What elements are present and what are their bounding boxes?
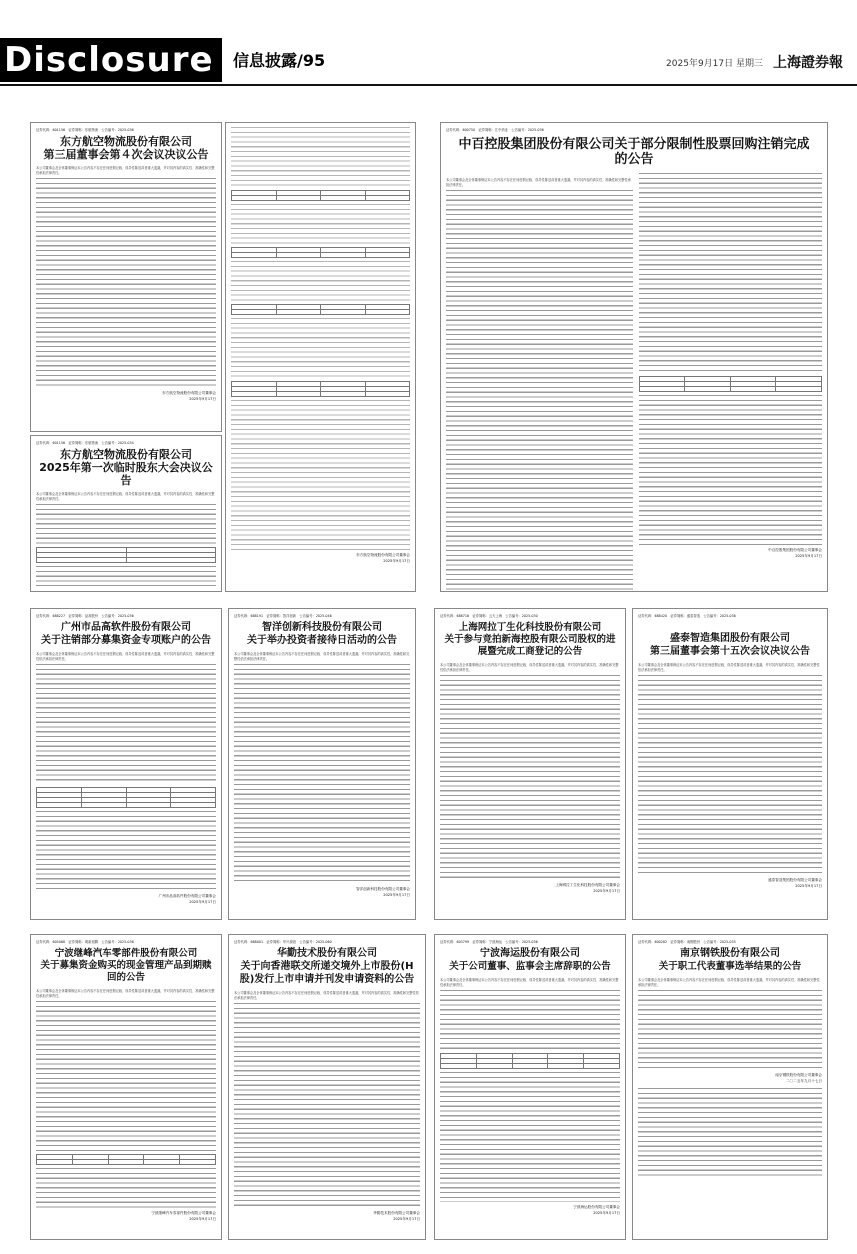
notice-body	[36, 811, 216, 891]
notice-title: 关于举办投资者接待日活动的公告	[247, 635, 397, 646]
vote-table	[231, 190, 410, 201]
share-change-table	[639, 376, 822, 392]
notice-signature: 东方航空物流股份有限公司董事会	[162, 391, 216, 395]
notice-title: 第三届董事会第十五次会议决议公告	[650, 646, 810, 657]
notice-statement: 本公司董事会及全体董事保证本公告内容不存在任何虚假记载、误导性陈述或者重大遗漏，并对其内容的真实性、准确性和完整性承担法律责任。	[36, 166, 215, 175]
notice-body	[36, 1001, 216, 1151]
notice-code: 证券代码：603799 证券简称：宁波海运 公告编号：2025-036	[440, 940, 538, 944]
notice-body	[440, 990, 620, 1050]
notice-company: 东方航空物流股份有限公司	[60, 135, 192, 148]
notice-body	[440, 675, 620, 880]
notice-code: 证券代码：600282 证券简称：南钢股份 公告编号：2025-035	[638, 940, 736, 944]
notice-2	[30, 435, 222, 592]
issue-date: 2025年9月17日 星期三	[666, 58, 763, 69]
notice-title: 关于参与竞拍新海控股有限公司股权的进展暨完成工商登记的公告	[444, 634, 616, 657]
section-logo: Disclosure	[0, 38, 222, 82]
notice-statement: 本公司董事会及全体董事保证本公告内容不存在任何虚假记载、误导性陈述或者重大遗漏，并对其内容的真实性、准确性和完整性依法承担法律责任。	[440, 663, 619, 672]
notice-body	[639, 395, 822, 545]
redemption-table	[36, 1154, 216, 1165]
disclosure-page	[30, 122, 828, 1240]
notice-statement: 本公司董事会及全体董事保证本公告内容不存在任何虚假记载、误导性陈述或者重大遗漏，并对其内容的真实性、准确性和完整性依法承担法律责任。	[234, 652, 410, 661]
notice-body	[36, 566, 216, 586]
notice-body	[446, 190, 633, 590]
notice-date: 2025年9月17日	[393, 1217, 420, 1221]
notice-body	[440, 1072, 620, 1202]
notice-body	[36, 504, 216, 544]
account-table	[36, 787, 216, 808]
notice-code: 证券代码：600750 证券简称：江中药业 公告编号：2025-036	[446, 128, 544, 132]
notice-title: 2025年第一次临时股东大会决议公告	[39, 461, 213, 487]
notice-body	[231, 261, 410, 301]
notice-code: 证券代码：601156 证券简称：东航物流 公告编号：2025-034	[36, 441, 134, 445]
notice-code: 证券代码：688191 证券简称：智洋创新 公告编号：2025-046	[234, 614, 332, 618]
notice-company: 南京钢铁股份有限公司	[680, 948, 780, 959]
notice-company: 广州市品高软件股份有限公司	[61, 622, 191, 633]
notice-company: 东方航空物流股份有限公司	[60, 448, 192, 461]
notice-body	[638, 675, 822, 875]
notice-code: 证券代码：688001 证券简称：华兴源创 公告编号：2025-060	[234, 940, 332, 944]
notice-signature: 上海网拉丁生化科技股份有限公司董事会	[555, 883, 620, 887]
notice-signature: 广州市品高软件股份有限公司董事会	[158, 894, 216, 898]
notice-body	[36, 1168, 216, 1208]
newspaper-brand: 上海證券報	[773, 55, 843, 71]
notice-1-continuation	[225, 122, 416, 592]
notice-date: 2025年9月17日	[189, 900, 216, 904]
notice-title: 中百控股集团股份有限公司关于部分限制性股票回购注销完成的公告	[458, 137, 810, 167]
notice-5	[228, 608, 416, 920]
notice-date: 2025年9月17日	[383, 893, 410, 897]
masthead-info	[666, 52, 843, 72]
notice-body	[639, 173, 822, 373]
notice-statement: 本公司董事会及全体董事保证本公告内容不存在任何虚假记载、误导性陈述或者重大遗漏，并对其内容的真实性、准确性和完整性承担法律责任。	[36, 989, 215, 998]
notice-company: 智洋创新科技股份有限公司	[262, 622, 382, 633]
notice-company: 上海网拉丁生化科技股份有限公司	[458, 622, 602, 633]
notice-9	[228, 934, 426, 1240]
notice-body	[36, 178, 216, 388]
masthead	[0, 0, 857, 108]
notice-body	[36, 664, 216, 784]
notice-body	[234, 664, 410, 884]
vote-table	[231, 304, 410, 315]
notice-signature: 华勤技术股份有限公司董事会	[373, 1211, 420, 1215]
notice-signature: 中百控股集团股份有限公司董事会	[768, 548, 822, 552]
notice-11	[632, 934, 828, 1240]
vote-table	[231, 247, 410, 258]
notice-body	[231, 127, 410, 187]
notice-statement: 本公司董事会及全体董事保证本公告内容不存在任何虚假记载、误导性陈述或者重大遗漏，并对其内容的真实性、准确性和完整性承担法律责任。	[638, 978, 820, 987]
notice-title: 第三届董事会第４次会议决议公告	[43, 148, 209, 161]
section-title: 信息披露/95	[233, 51, 326, 70]
notice-columns	[446, 173, 822, 590]
notice-date: 2025年9月17日	[795, 884, 822, 888]
notice-statement: 本公司董事会及全体董事保证本公告内容不存在任何虚假记载、误导性陈述或者重大遗漏，并对其内容的真实性、准确性和完整性承担法律责任。	[440, 978, 619, 987]
notice-6	[434, 608, 626, 920]
notice-code: 证券代码：688420 证券简称：盛泰智造 公告编号：2025-036	[638, 614, 736, 618]
attendance-table	[36, 547, 216, 563]
notice-title: 关于公司董事、监事会主席辞职的公告	[449, 961, 611, 972]
notice-code: 证券代码：688227 证券简称：品高股份 公告编号：2025-036	[36, 614, 134, 618]
notice-7	[632, 608, 828, 920]
notice-column-right	[639, 173, 822, 590]
notice-signature: 盛泰智造集团股份有限公司董事会	[768, 878, 822, 882]
notice-body	[231, 318, 410, 378]
notice-company: 盛泰智造集团股份有限公司	[670, 633, 790, 644]
notice-company: 宁波海运股份有限公司	[480, 948, 580, 959]
notice-signature: 东方航空物流股份有限公司董事会	[356, 553, 410, 557]
notice-statement: 本公司董事会及全体董事保证本公告内容不存在任何虚假记载、误导性陈述或者重大遗漏，并对其内容的真实性、准确性和完整性依法承担法律责任。	[36, 652, 215, 661]
notice-8	[30, 934, 222, 1240]
notice-column-left	[446, 173, 633, 590]
notice-signature: 宁波海运股份有限公司董事会	[573, 1205, 620, 1209]
notice-date: 2025年9月17日	[593, 889, 620, 893]
notice-signature: 智洋创新科技股份有限公司董事会	[356, 887, 410, 891]
notice-10	[434, 934, 626, 1240]
notice-statement: 本公司董事会及全体董事保证本公告内容不存在任何虚假记载、误导性陈述或者重大遗漏，并对其内容的真实性、准确性和完整性依法承担法律责任。	[234, 991, 419, 1000]
notice-date: 2025年9月17日	[795, 554, 822, 558]
notice-body	[638, 990, 822, 1070]
notice-date: 2025年9月17日	[189, 397, 216, 401]
notice-code: 证券代码：601156 证券简称：东航物流 公告编号：2025-036	[36, 128, 134, 132]
notice-body	[231, 400, 410, 550]
notice-statement: 本公司董事会及全体董事保证本公告内容不存在任何虚假记载、误导性陈述或者重大遗漏，并对其内容的真实性、准确性和完整性承担法律责任。	[36, 492, 215, 501]
notice-signature: 南京钢铁股份有限公司董事会	[775, 1073, 822, 1077]
notice-statement: 本公司董事会及全体董事保证本公告内容不存在任何虚假记载、误导性陈述或者重大遗漏，并对其内容的真实性、准确性和完整性承担法律责任。	[446, 178, 631, 187]
notice-body	[231, 204, 410, 244]
masthead-rule	[0, 84, 857, 86]
notice-title: 关于注销部分募集资金专项账户的公告	[41, 635, 211, 646]
notice-body	[234, 1003, 420, 1208]
notice-1	[30, 122, 222, 432]
notice-company: 华勤技术股份有限公司	[277, 948, 377, 959]
notice-title: 关于职工代表董事选举结果的公告	[658, 961, 802, 972]
notice-3	[440, 122, 828, 592]
notice-title: 关于募集资金购买的现金管理产品到期赎回的公告	[40, 960, 212, 983]
notice-code: 证券代码：605068 证券简称：明新旭腾 公告编号：2025-036	[36, 940, 134, 944]
notice-attachment-body	[638, 1088, 822, 1178]
notice-date: 二〇二五年九月十七日	[786, 1079, 822, 1083]
notice-signature: 宁波继峰汽车零部件股份有限公司董事会	[151, 1211, 216, 1215]
shareholding-table	[440, 1053, 620, 1069]
vote-table	[231, 381, 410, 397]
notice-date: 2025年9月17日	[593, 1211, 620, 1215]
notice-4	[30, 608, 222, 920]
notice-date: 2025年9月17日	[383, 559, 410, 563]
notice-title: 关于向香港联交所递交境外上市股份(H股)发行上市申请并刊发申请资料的公告	[239, 961, 415, 985]
notice-code: 证券代码：688716 证券简称：云天上海 公告编号：2025-030	[440, 614, 538, 618]
notice-statement: 本公司董事会及全体董事保证本公告内容不存在任何虚假记载、误导性陈述或者重大遗漏，并对其内容的真实性、准确性和完整性依法承担法律责任。	[638, 663, 820, 672]
notice-date: 2025年9月17日	[189, 1217, 216, 1221]
notice-company: 宁波继峰汽车零部件股份有限公司	[54, 948, 198, 959]
